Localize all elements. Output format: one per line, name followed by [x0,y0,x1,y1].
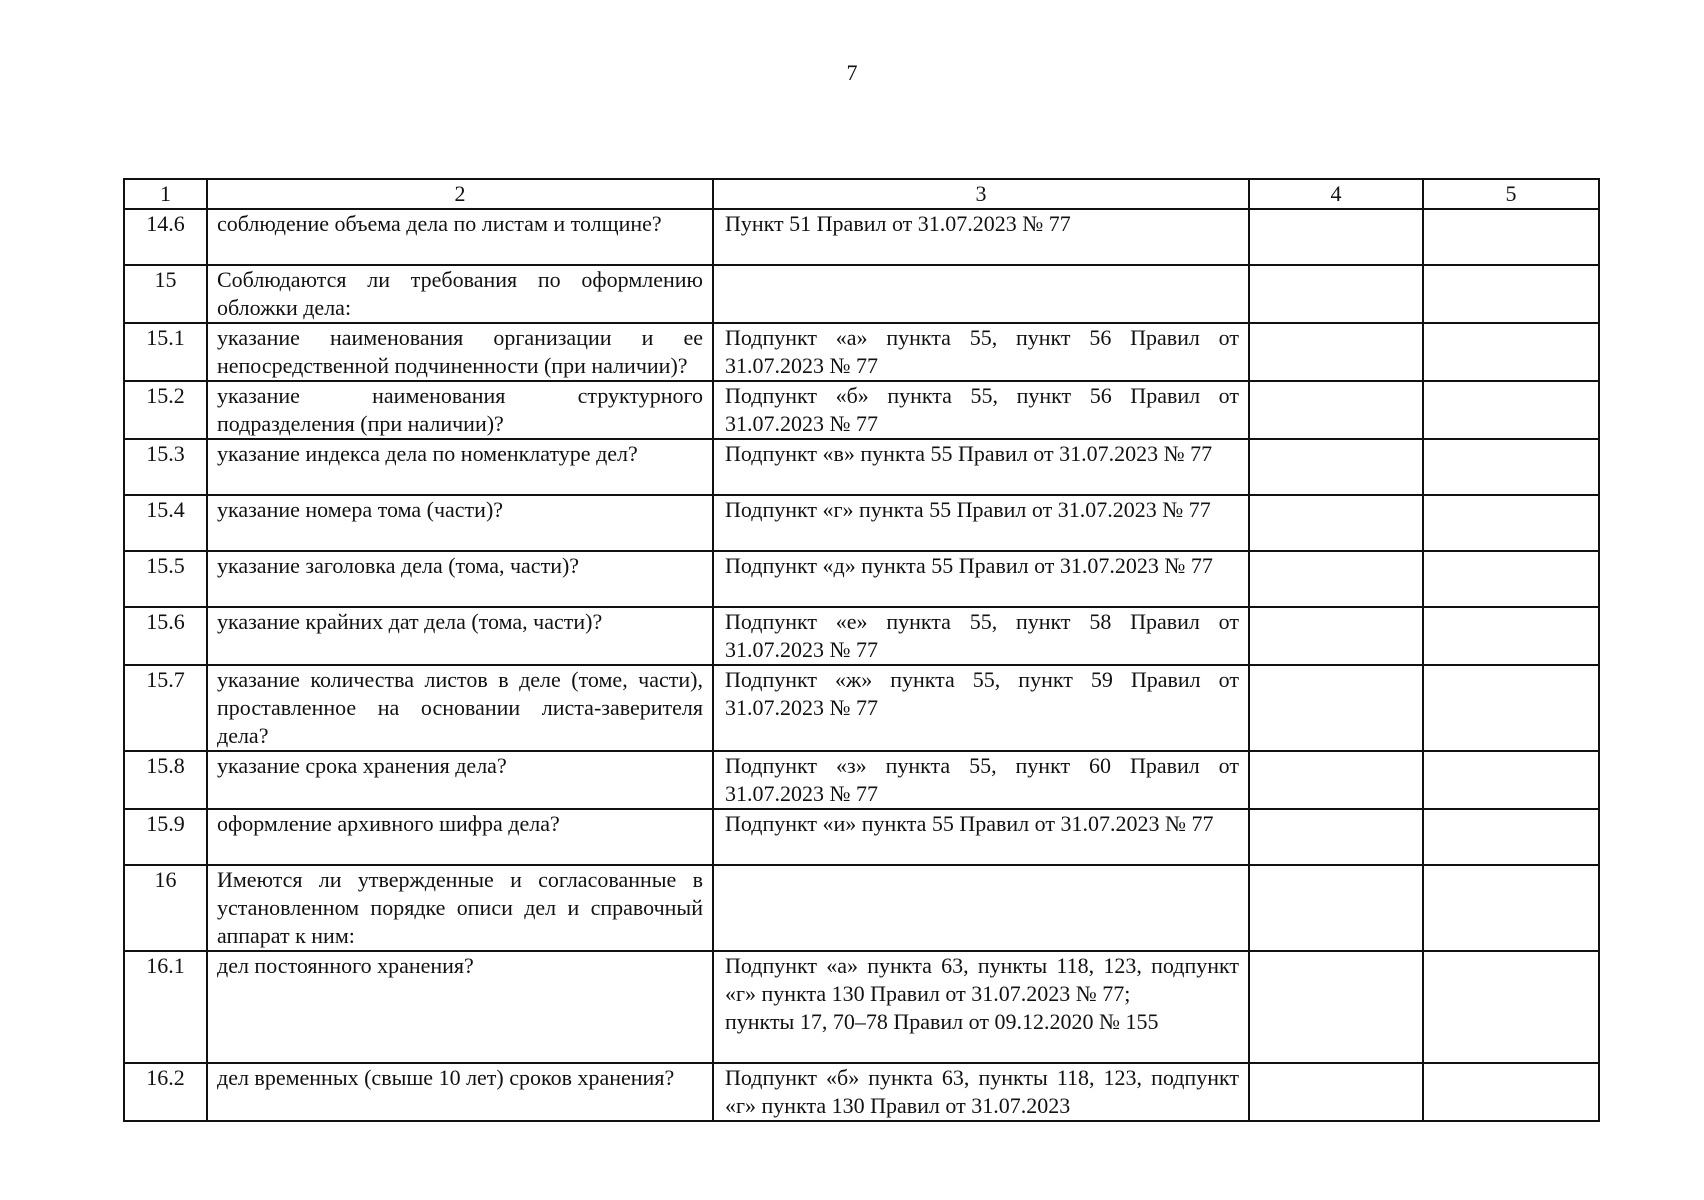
reference-line: Подпункт «е» пункта 55, пункт 58 Правил от 31.07.2023 № 77 [725,609,1239,662]
header-col-4: 4 [1249,179,1423,209]
col5-cell [1423,323,1599,381]
legal-reference [713,751,1249,809]
table-row [124,809,1599,865]
question-text: указание заголовка дела (тома, части)? [207,551,713,607]
item-number: 16 [124,865,207,951]
col4-cell [1249,751,1423,809]
table-row [124,665,1599,751]
legal-reference [713,865,1249,951]
col4-cell [1249,439,1423,495]
reference-line: Подпункт «д» пункта 55 Правил от 31.07.2023 № 77 [725,553,1213,578]
col4-cell [1249,865,1423,951]
legal-reference [713,439,1249,495]
col5-cell [1423,665,1599,751]
question-text: указание наименования структурного подразделения (при наличии)? [207,381,713,439]
table-row [124,1063,1599,1121]
item-number: 15.5 [124,551,207,607]
table-row [124,265,1599,323]
col4-cell [1249,809,1423,865]
checklist-table [123,178,1600,1122]
reference-line: Подпункт «а» пункта 55, пункт 56 Правил от 31.07.2023 № 77 [725,325,1239,378]
col5-cell [1423,809,1599,865]
header-col-1: 1 [124,179,207,209]
item-number: 15.6 [124,607,207,665]
reference-line: Подпункт «в» пункта 55 Правил от 31.07.2023 № 77 [725,441,1213,466]
col5-cell [1423,1063,1599,1121]
table-body [124,209,1599,1121]
header-col-5: 5 [1423,179,1599,209]
col5-cell [1423,495,1599,551]
reference-line: Подпункт «и» пункта 55 Правил от 31.07.2023 № 77 [725,811,1214,836]
col5-cell [1423,865,1599,951]
col5-cell [1423,607,1599,665]
header-col-2: 2 [207,179,713,209]
question-text: указание крайних дат дела (тома, части)? [207,607,713,665]
legal-reference [713,381,1249,439]
reference-line: Подпункт «б» пункта 55, пункт 56 Правил от 31.07.2023 № 77 [725,383,1239,436]
table-header-row [124,179,1599,209]
reference-line: пункты 17, 70–78 Правил от 09.12.2020 № 155 [725,1009,1159,1034]
question-text: соблюдение объема дела по листам и толщине? [207,209,713,265]
item-number: 16.1 [124,951,207,1063]
item-number: 15.3 [124,439,207,495]
col4-cell [1249,495,1423,551]
item-number: 14.6 [124,209,207,265]
question-text: Имеются ли утвержденные и согласованные в установленном порядке описи дел и справочный аппарат к ним: [207,865,713,951]
legal-reference [713,209,1249,265]
question-text: указание индекса дела по номенклатуре дел? [207,439,713,495]
item-number: 15.1 [124,323,207,381]
page-number: 7 [846,60,858,85]
table-row [124,607,1599,665]
item-number: 16.2 [124,1063,207,1121]
legal-reference [713,809,1249,865]
col4-cell [1249,665,1423,751]
item-number: 15.7 [124,665,207,751]
question-text: дел постоянного хранения? [207,951,713,1063]
col4-cell [1249,381,1423,439]
item-number: 15.2 [124,381,207,439]
legal-reference [713,551,1249,607]
table-row [124,381,1599,439]
legal-reference [713,607,1249,665]
col4-cell [1249,1063,1423,1121]
col5-cell [1423,951,1599,1063]
col4-cell [1249,551,1423,607]
table-row [124,751,1599,809]
legal-reference [713,323,1249,381]
header-col-3: 3 [713,179,1249,209]
legal-reference [713,1063,1249,1121]
table-row [124,951,1599,1063]
question-text: указание наименования организации и ее непосредственной подчиненности (при наличии)? [207,323,713,381]
col4-cell [1249,265,1423,323]
table-row [124,209,1599,265]
table-row [124,323,1599,381]
legal-reference [713,665,1249,751]
question-text: дел временных (свыше 10 лет) сроков хранения? [207,1063,713,1121]
reference-line: Подпункт «б» пункта 63, пункты 118, 123, подпункт «г» пункта 130 Правил от 31.07.2023 [725,1065,1239,1118]
col5-cell [1423,381,1599,439]
col4-cell [1249,951,1423,1063]
legal-reference [713,951,1249,1063]
question-text: указание количества листов в деле (томе, части), проставленное на основании листа-заверителя дела? [207,665,713,751]
table-row [124,865,1599,951]
col4-cell [1249,209,1423,265]
table-row [124,439,1599,495]
item-number: 15.9 [124,809,207,865]
col5-cell [1423,265,1599,323]
reference-line: Подпункт «з» пункта 55, пункт 60 Правил от 31.07.2023 № 77 [725,753,1239,806]
table-row [124,551,1599,607]
reference-line: Подпункт «г» пункта 55 Правил от 31.07.2023 № 77 [725,497,1211,522]
col4-cell [1249,323,1423,381]
legal-reference [713,495,1249,551]
question-text: Соблюдаются ли требования по оформлению обложки дела: [207,265,713,323]
question-text: оформление архивного шифра дела? [207,809,713,865]
table-row [124,495,1599,551]
col5-cell [1423,551,1599,607]
col5-cell [1423,751,1599,809]
col4-cell [1249,607,1423,665]
item-number: 15.4 [124,495,207,551]
item-number: 15.8 [124,751,207,809]
legal-reference [713,265,1249,323]
reference-line: Подпункт «а» пункта 63, пункты 118, 123, подпункт «г» пункта 130 Правил от 31.07.2023 № 77; [725,953,1239,1006]
col5-cell [1423,209,1599,265]
col5-cell [1423,439,1599,495]
question-text: указание срока хранения дела? [207,751,713,809]
question-text: указание номера тома (части)? [207,495,713,551]
reference-line: Пункт 51 Правил от 31.07.2023 № 77 [725,211,1071,236]
reference-line: Подпункт «ж» пункта 55, пункт 59 Правил от 31.07.2023 № 77 [725,667,1239,720]
item-number: 15 [124,265,207,323]
